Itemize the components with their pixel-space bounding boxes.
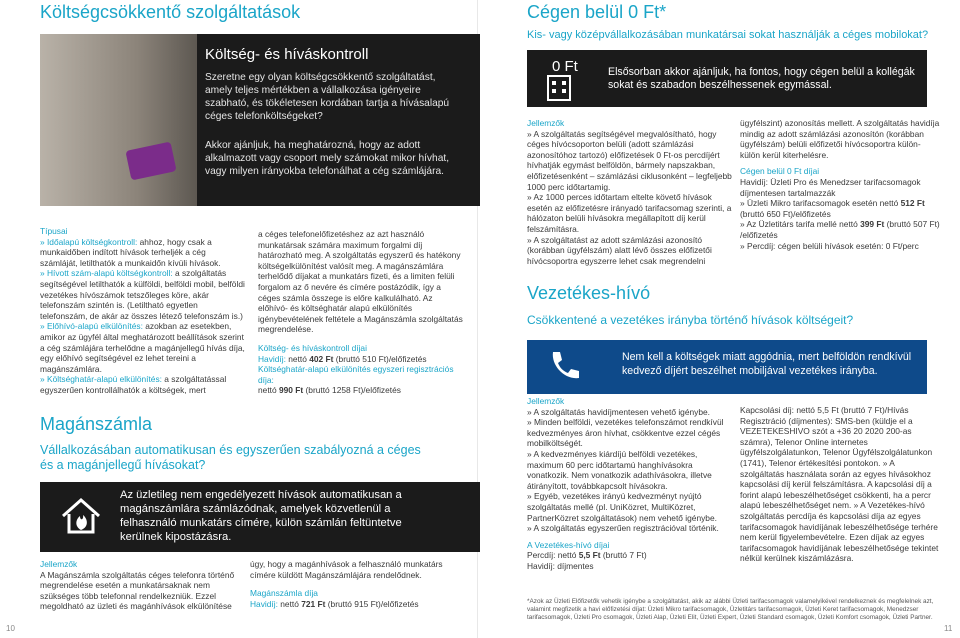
magan-panel-text: Az üzletileg nem engedélyezett hívások automatikusan a magánszámlára számlázódnak, amelyek közvetlenül a felhasználó munkatárs címére, külön számlán feltüntetve kerülnek kipostázásra.: [120, 489, 402, 543]
cost-control-text: a céges telefonelőfizetéshez az azt használó munkatársak számára maximum forgalmi díj határozható meg. A szolgáltatás egyszerű és hatékony költségelkülönítést valósít meg. A magánszámlára terhelődő díjakat a munkatárs fizeti, és a limiten felüli forgalom az ő nevére és címére postázódik, így a céges számla összege is előre kalkulálható. Az előhívó- és költséghatár alapú elkülönítés igénybevételének feltétele a Magánszámla szolgáltatás megrendelése.: [258, 229, 463, 335]
zero-ft-column-2: [740, 118, 940, 251]
zero-ft-text: ügyfélszint) azonosítás mellett. A szolgáltatás havidíja mindig az adott számlázási azonosítón (korábban ügyfélszám) belüli előfizetői hívócsoportra külön-külön kerül kiterhelésre.: [740, 118, 940, 160]
tipusai-block: [40, 226, 245, 396]
tipusai-item: [40, 374, 245, 395]
zero-ft-price-line-1: Havidíj: Üzleti Pro és Menedzser tarifacsomagok díjmentesen tartalmazzák: [740, 176, 921, 198]
tipusai-item-text: ahhoz, hogy csak a munkaidőben indított hívások terheljék a cég számláját, letilthatók a munkaidőn kívüli hívások.: [40, 236, 221, 268]
magan-price-line: [250, 599, 465, 610]
hero-heading: Költség- és híváskontroll: [205, 46, 369, 63]
price-prefix: nettó: [277, 598, 302, 609]
vezetekes-details-text: Kapcsolási díj: nettó 5,5 Ft (bruttó 7 Ft)/Hívás Regisztráció (díjmentes): SMS-ben (küldje el a VEZETEKESHIVO szót a +36 20 2020 200-as számra), Telenor Online internetes ügyfélszolgálatunkon, Telenor Ügyfélszolgálatunkon (1741), Telenor értékesítési pontokon. » A szolgáltatás használata során az egyes hívásokhoz kapcsolási díj kerül felszámításra. A kapcsolási díj a forint alapú lebeszélhetőséget csökkenti, ha a percr alapú lebeszélhetőséget nem. » A Vezetékes-hívó szolgáltatás percdíja és kapcsolási díja az egyes tarifacsomagok havidíjának lebeszélhetősége terhére nem kerül figyelembevételre. Ezen díjak az egyes tarifacsomagok havidíjának lebeszélhetősége tekintet nélkül kerülnek kiszámlázásra.: [740, 405, 939, 564]
left-page-title: Költségcsökkentő szolgáltatások: [40, 2, 301, 22]
price-label: Havidíj:: [250, 598, 278, 609]
cost-control-price-line-1: [258, 354, 463, 365]
hero-paragraph-1: Szeretne egy olyan költségcsökkentő szolgáltatást, amely teljes mértékben a vállalkozása igényeire szabható, és tökéletesen kordában tartja a hívásalapú céges telefonköltségeket?: [205, 72, 450, 122]
vezetekes-column-2: [740, 405, 940, 564]
zero-ft-feature-item: » A szolgáltatás segítségével megvalósítható, hogy céges hívócsoporton belüli (adott számlázási azonosítóhoz tartozó) előfizetések 0 Ft-os percdíjért hívhatják egymást belföldön, bármely napszakban, előfizetésenként – számlázási ciklusonként – legfeljebb 1000 perc időtartamig.: [527, 128, 732, 192]
vezetekes-subtitle: Csökkentené a vezetékes irányba történő hívások költségeit?: [527, 313, 854, 327]
vezetekes-price-line-1: [527, 550, 732, 561]
price-prefix: » Üzleti Mikro tarifacsomagok esetén nettó: [740, 198, 901, 209]
price-value: 399 Ft: [860, 219, 885, 230]
price-value: 5,5 Ft: [578, 550, 601, 561]
cost-control-price-line-2: [258, 385, 463, 396]
zero-ft-highlight: Elsősorban akkor ajánljuk, ha fontos, hogy cégen belül a kollégák sokat és szabadon beszélhessenek egymással.: [608, 66, 915, 91]
house-fire-icon: [58, 492, 104, 538]
zero-ft-feature-item: » Az 1000 perces időtartam eltelte követő hívások esetén az előfizetésre irányadó tarifacsomag szerinti, a hálózaton belüli hívásokra megállapított díj kerül felszámításra.: [527, 192, 732, 234]
price-prefix: nettó: [258, 385, 279, 396]
vezetekes-feature-item: » Egyéb, vezetékes irányú kedvezményt nyújtó szolgáltatás mellé (pl. UniKözret, MultiKözret, PartnerKözret szolgáltatások) nem vehető igénybe.: [527, 491, 717, 523]
magan-features-text-2: úgy, hogy a magánhívások a felhasználó munkatárs címére küldött Magánszámlájára rendelődnek.: [250, 559, 443, 580]
magan-column-2: [250, 559, 465, 609]
vezetekes-title: Vezetékes-hívó: [527, 283, 651, 303]
zero-ft-feature-item: » A szolgáltatást az adott számlázási azonosító (korábban ügyfélszám) alatt lévő összes előfizetői hívócsoportra egyszerre lehet csak megrendelni: [527, 234, 712, 266]
tipusai-item-lead: » Időalapú költségkontroll:: [40, 236, 138, 247]
magan-features: [40, 559, 245, 612]
price-suffix: (bruttó 510 Ft)/előfizetés: [333, 353, 427, 364]
footnote: *Azok az Üzleti Előfizetők vehetik igénybe a szolgáltatást, akik az alábbi Üzleti tarifacsomagok valamelyikével rendelkeznek és megfelelnek azt, valamint megfizetik a havi előfizetési díjat: Üzleti Mikro tarifacsomagok, Üzletitárs tarifacsomagok, Üzleti Keret tarifacsomagok, Menedzser tarifacsomagok, Üzleti Pro csomagok, Üzleti Alap, Üzleti Elit, Üzleti Expert, Üzleti Standard csomagok, Üzleti Komfort csomagok, Üzleti Partner.: [527, 598, 934, 621]
magan-price-title: Magánszámla díja: [250, 588, 318, 599]
magan-title: Magánszámla: [40, 414, 153, 434]
zero-ft-features: [527, 118, 732, 266]
page-number-right: 11: [944, 624, 953, 633]
left-column-2: [258, 229, 463, 396]
price-value: 512 Ft: [900, 198, 925, 209]
hero-paragraph-2: Akkor ajánljuk, ha meghatározná, hogy az adott alkalmazott vagy csoport mely számokat mikor hívhat, vagy milyen irányokba telefonálhat a cég számlájára.: [205, 140, 450, 177]
phone-hero-image: [125, 142, 176, 181]
price-suffix: (bruttó 7 Ft): [600, 550, 647, 561]
cost-control-price-title-2: Költséghatár-alapú elkülönítés egyszeri regisztrációs díja:: [258, 364, 454, 385]
cost-control-price-title: Költség- és híváskontroll díjai: [258, 342, 367, 353]
tipusai-item-text: a szolgáltatással egyszerűen kontrollálhatók a költségek, mert: [40, 374, 227, 395]
price-suffix: (bruttó 650 Ft)/előfizetés: [740, 208, 831, 219]
tipusai-label: Típusai: [40, 226, 68, 236]
price-suffix: (bruttó 915 Ft)/előfizetés: [325, 598, 419, 609]
vezetekes-banner-text: Nem kell a költségek miatt aggódnia, mert belföldön rendkívül kedvező díjért beszélhet mobiljával vezetékes irányba.: [622, 351, 912, 377]
tipusai-item-lead: » Költséghatár-alapú elkülönítés:: [40, 374, 162, 385]
zero-ft-price-title: Cégen belül 0 Ft díjai: [740, 166, 820, 177]
price-suffix: (bruttó 1258 Ft)/előfizetés: [303, 385, 401, 396]
price-value: 402 Ft: [309, 353, 334, 364]
price-label: Havidíj:: [258, 353, 286, 364]
vezetekes-feature-item: » Minden belföldi, vezetékes telefonszámot rendkívül kedvezményes áron hívhat, csökkentve ezzel cégés mobilköltségét.: [527, 417, 724, 449]
vezetekes-feature-item: » A szolgáltatás egyszerűen regisztrációval történik.: [527, 523, 719, 534]
tipusai-item-lead: » Előhívó-alapú elkülönítés:: [40, 321, 143, 332]
vezetekes-features: [527, 396, 732, 572]
tipusai-item-text: azokban az esetekben, amikor az ügyfél által meghatározott beállítások szerint a cég számlájára terhelődne a magánjellegű hívás díja, egy előhívó segítségével ez lehet tereini a magánszámlára.: [40, 321, 245, 374]
price-prefix: » Az Üzletitárs tarifa mellé nettó: [740, 219, 861, 230]
price-suffix: (bruttó 507 Ft) /előfizetés: [740, 219, 940, 240]
zero-ft-price-line-4: » Percdíj: cégen belüli hívások esetén: 0 Ft/perc: [740, 240, 919, 251]
tipusai-item-text: a szolgáltatás segítségével letilthatók a külföldi, belföldi mobil, belföldi vezetékes hívószámok tetszőleges köre, akár telefonszám szintén is. (Letiltható egyetlen telefonszám, de akár az összes létező telefonszám is.): [40, 268, 245, 321]
vezetekes-price-line-2: Havidíj: díjmentes: [527, 560, 594, 571]
vezetekes-feature-item: » A kedvezményes kiárdíjú belföldi vezetékes, maximum 60 perc időtartamú hanghívásokra vonatkozik. Nem vonatkozik adathívásokra, illetve átirányított, továbbkapcsolt hívásokra.: [527, 448, 712, 491]
phone-handset-icon: [545, 346, 585, 386]
price-value: 990 Ft: [278, 385, 304, 396]
zero-ft-jellemzok-label: Jellemzők: [527, 118, 565, 128]
price-prefix: Percdíj: nettó: [527, 550, 579, 561]
zero-ft-price-line-3: [740, 219, 940, 240]
vezetekes-jellemzok-label: Jellemzők: [527, 396, 565, 406]
tipusai-item-lead: » Hívott szám-alapú költségkontroll:: [40, 268, 173, 279]
zero-ft-icon-text: 0 Ft: [552, 58, 578, 75]
vezetekes-price-title: A Vezetékes-hívó díjai: [527, 539, 610, 550]
vezetekes-feature-item: » A szolgáltatás havidíjmentesen vehető igénybe.: [527, 406, 710, 417]
tipusai-item: [40, 237, 245, 269]
tipusai-item: [40, 321, 245, 374]
magan-jellemzok-label: Jellemzők: [40, 559, 78, 569]
right-subtitle: Kis- vagy középvállalkozásában munkatársai sokat használják a céges mobilokat?: [527, 29, 929, 41]
price-value: 721 Ft: [301, 598, 326, 609]
tipusai-item: [40, 268, 245, 321]
magan-subtitle: Vállalkozásában automatikusan és egyszerűen szabályozná a céges és a magánjellegű hívásokat?: [40, 443, 421, 472]
magan-features-text: A Magánszámla szolgáltatás céges telefonra történő megrendelése esetén a munkatársaknak nem szükséges több telefonnal rendelkezniük. Ezzel megoldható az üzleti és magánhívások elkülönítése: [40, 569, 235, 612]
right-page-title: Cégen belül 0 Ft*: [527, 2, 667, 22]
price-prefix: nettó: [285, 353, 310, 364]
page-number-left: 10: [6, 624, 15, 633]
zero-ft-price-line-2: [740, 198, 940, 219]
